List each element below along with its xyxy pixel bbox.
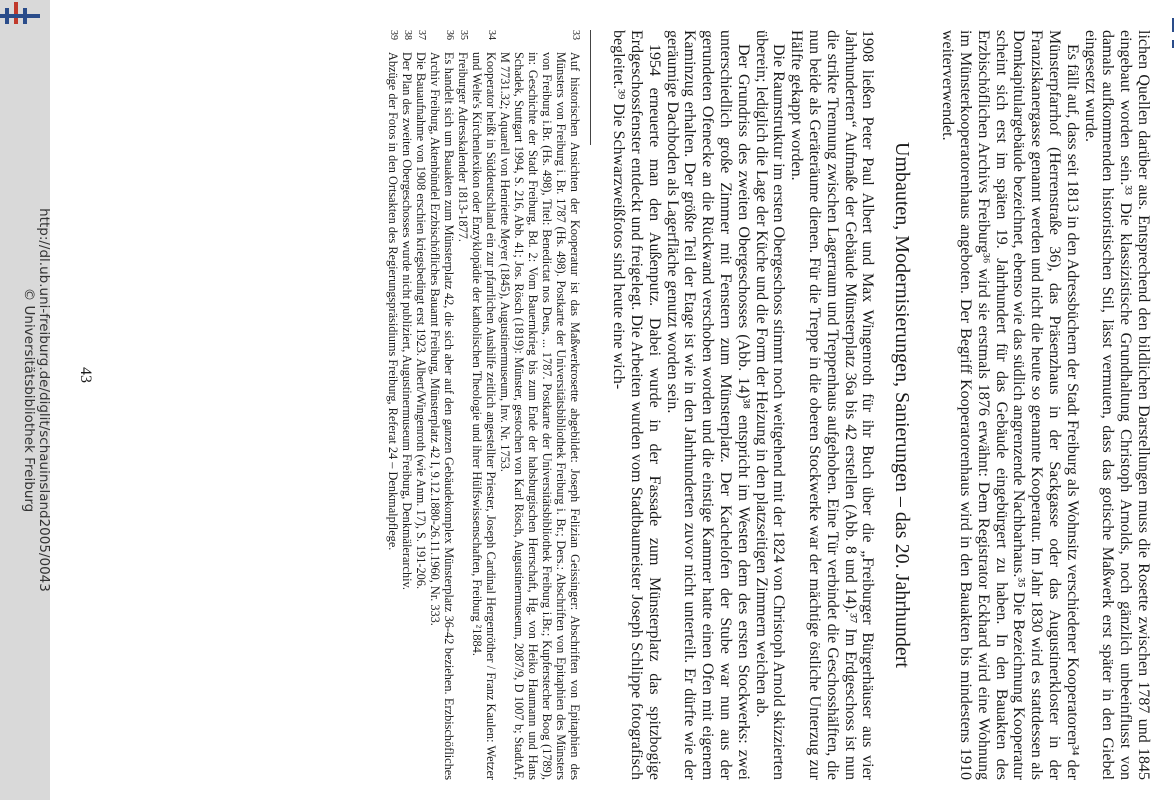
section-paragraph: 1954 erneuerte man den Außenputz. Dabei wurde in der Fassade zum Münsterplatz das spitzbogige Erdgeschossfenster entdeckt und freigelegt. Die Arbeiten wurden vom Stadtbaumeister Joseph Schlippe fotografisch begleitet.³⁹ Die Schwarzweißfotos sind heute eine wich- xyxy=(610,30,663,780)
viewer-left-strip xyxy=(0,0,50,800)
document-viewport xyxy=(50,0,1176,800)
section-paragraph: Der Grundriss des zweiten Obergeschosses (Abb. 14)³⁸ entspricht im Westen dem des ersten Stockwerks: zwei unterschiedlich große Zimmer mit Fenstern zum Münsterplatz. Der Kachelofen der Stube war nun aus der gerundeten Ofenecke an die Rückwand verschoben worden und die einstige Kammer hatte einen Ofen mit eigenem Kaminzug erhalten. Der größte Teil der Etage ist wie in den Jahrhunderten zuvor nicht unterteilt. Er dürfte wie der geräumige Dachboden als Lagerfläche genutzt worden sein. xyxy=(663,30,752,780)
footnote-divider xyxy=(590,30,591,145)
footnote: 38Der Plan des zweiten Obergeschosses wurde nicht publiziert, Augustinermuseum Freiburg, Denkmälerarchiv. xyxy=(400,30,415,590)
rotated-document-page xyxy=(50,0,1176,800)
body-paragraph: lichen Quellen darüber aus. Entsprechend den bildlichen Darstellungen muss die Rosette zwischen 1787 und 1845 eingebaut worden sein.³³ Die klassizistische Grundhaltung Christoph Arnolds, noch gänzlich unbeeinflusst von damals aufkommenden historistischen Stil, lässt vermuten, dass das gotische Maßwerk erst später in den Giebel eingesetzt wurde. xyxy=(1081,30,1152,780)
page-text xyxy=(386,30,1152,780)
section-heading: Umbauten, Modernisierungen, Sanierungen – das 20. Jahrhundert xyxy=(891,142,914,668)
body-paragraph: Es fällt auf, dass seit 1813 in den Adressbüchern der Stadt Freiburg als Wohnsitz verschiedener Kooperatoren³⁴ der Münsterpfarrhof (Herrenstraße 36), das Präsenzhaus in der Sackgasse oder das Augustinerkloster in der Franziskanergasse genannt werden und nicht die heute so genannte Kooperatur. Im Jahr 1830 wird es stattdessen als Domkapitulargebäude bezeichnet, ebenso wie das südlich angrenzende Nachbarhaus.³⁵ Die Bezeichnung Kooperatur scheint sich erst im späten 19. Jahrhundert für das Gebäude eingebürgert zu haben. In den Bauakten des Erzbischöflichen Archivs Freiburg³⁶ wird sie erstmals 1876 erwähnt: Dem Registrator Eckhard wird eine Wohnung im Münsterkooperatorenhaus angeboten. Der Begriff Kooperatorenhaus wird in den Bauakten bis mindestens 1910 weiterverwendet. xyxy=(939,30,1081,780)
page-watermark xyxy=(21,0,51,800)
footnote: 39Abzüge der Fotos in den Ortsakten des Regierungspräsidiums Freiburg, Referat 24 – Denkmalpflege. xyxy=(386,30,401,551)
footnote: 37Die Bauaufnahme von 1908 erschien kriegsbedingt erst 1923. Albert/Wingenroth (wie Anm. 17), S. 191-206. xyxy=(414,30,429,590)
footnote: 34Kooperator heißt in Süddeutschland ein zur pfarrlichen Aushilfe zeitlich angestellter Priester, Joseph Cardinal Hergenröther / Franz Kaulen: Wetzer und Welte's Kirchenlexikon oder Enzyklopädie der katholischen Theologie und ihrer Hülfswissenschaften, Freiburg ²1884. xyxy=(470,30,499,780)
page-number: 43 xyxy=(77,367,94,383)
footnote: 33Auf historischen Ansichten der Kooperatur ist das Maßwerkrosette abgebildet: Joseph Felizian Geissinger: Abschriften von Epitaphien des Münsters von Freiburg i. Br. 1787 (Hs. 498). Postkarte der Universitätsbibliothek Freiburg i. Br.; Ders.: Abschriften von Epitaphien des Münsters von Freiburg i.Br. (Hs. 498), Titel: Benedictat nos Deus, ... 1787. Postkarte der Universitätsbibliothek Freiburg i.Br.; Kupferstecher Boog (1789), in: Geschichte der Stadt Freiburg, Bd. 2: Vom Bauernkrieg bis zum Ende der habsburgischen Herrschaft, Hg. von Heiko Haumann und Hans Schadek, Stuttgart 1994, S. 216, Abb. 41; Jos. Rösch (1819): Münster, gestochen von Karl Rösch, Augustinermuseum, 2087/9, D 1007 b; StadtAF, M 7731.32; Aquarell von Henriette Meyer (1845), Augustinermuseum, Inv. Nr. 1753. xyxy=(498,30,583,780)
footnote: 36Es handelt sich um Bauakten zum Münsterplatz 42, die sich aber auf den ganzen Gebäudekomplex Münsterplatz 36-42 beziehen. Erzbischöfliches Archiv Freiburg, Aktenbündel Erzbischöfliches Bauamt Freiburg, Münsterplatz 42 I, 9.12.1880-26.11.1960, Nr. 333. xyxy=(428,30,457,780)
right-edge-marks xyxy=(1170,0,1176,800)
section-paragraph: Die Raumstruktur im ersten Obergeschoss stimmt noch weitgehend mit der 1824 von Christoph Arnold skizzierten überein; lediglich die Lage der Küche und die Form der Heizung in den platzseitigen Zimmern weichen ab. xyxy=(752,30,788,780)
footnote: 35Freiburger Adresskalender 1813-1877. xyxy=(456,30,471,242)
section-paragraph: 1908 ließen Peter Paul Albert und Max Wingenroth für ihr Buch über die „Freiburger Bürgerhäuser aus vier Jahrhunderten“ Aufmaße der Gebäude Münsterplatz 36a bis 42 erstellen (Abb. 8 und 14).³⁷ Im Erdgeschoss ist nun die strikte Trennung zwischen Lagerraum und Treppenhaus aufgehoben. Eine Tür verbindet die Geschosshälften, die nun beide als Geräteräume dienen. Für die Treppe in die oberen Stockwerke war der mächtige östliche Unterzug zur Hälfte gekappt worden. xyxy=(788,30,877,780)
watermark-url: http://dl.ub.uni-freiburg.de/diglit/schauinsland2005/0043 xyxy=(36,208,52,592)
watermark-copyright: © Universitätsbibliothek Freiburg xyxy=(21,287,37,513)
footnotes xyxy=(386,30,582,780)
